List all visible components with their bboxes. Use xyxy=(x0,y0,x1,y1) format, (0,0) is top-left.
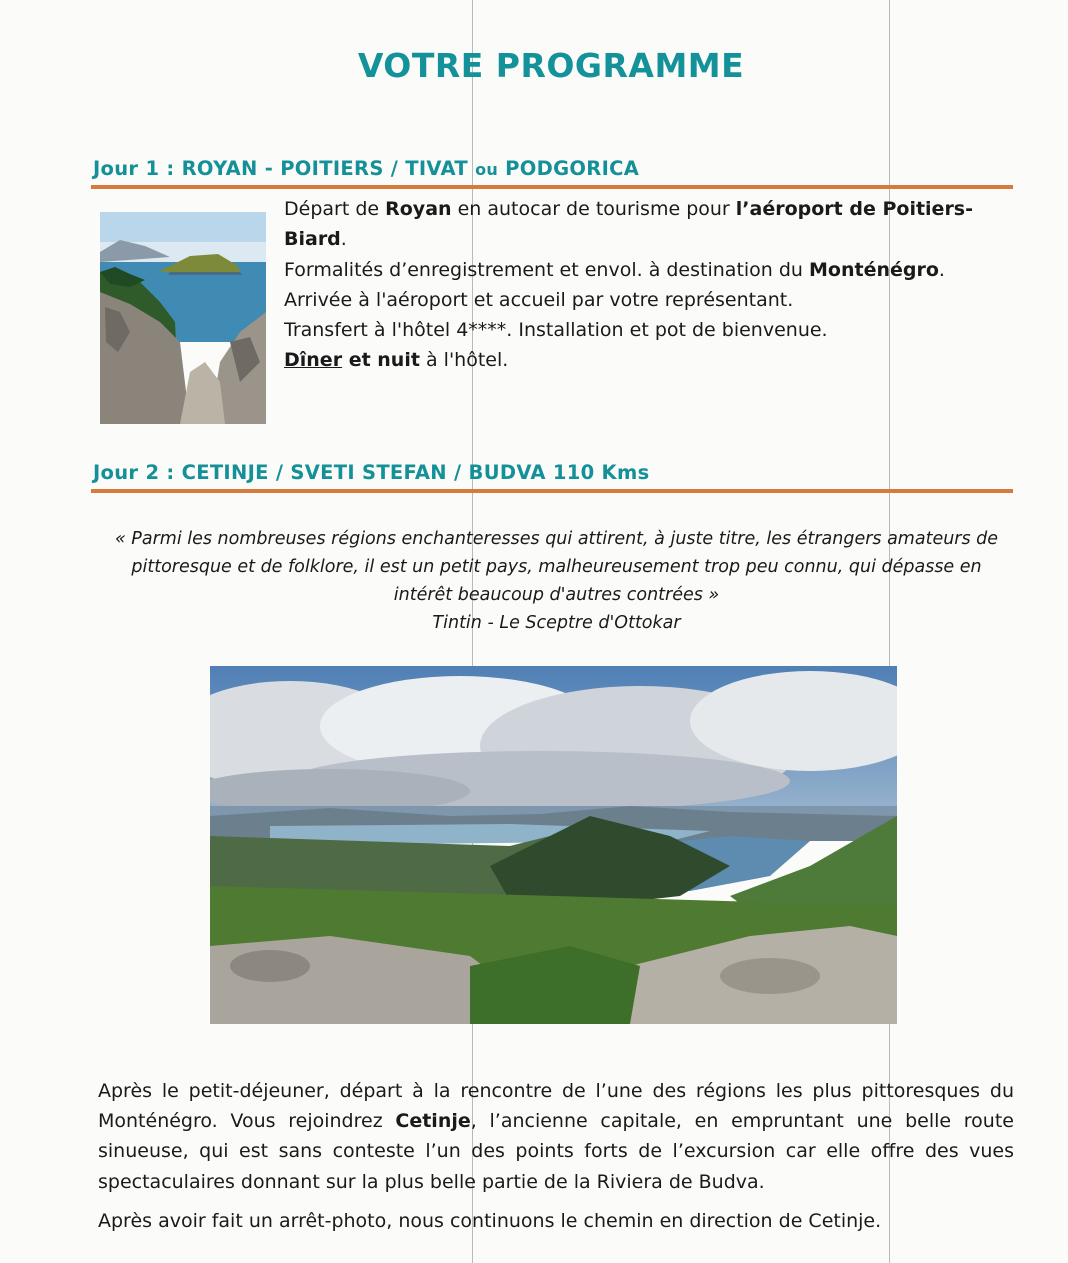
emphasis-royan: Royan xyxy=(385,198,452,220)
day1-line: Transfert à l'hôtel 4****. Installation et pot de bienvenue. xyxy=(284,319,828,342)
kotor-bay-image xyxy=(210,666,897,1024)
text: à l'hôtel. xyxy=(419,349,509,372)
text: Départ de xyxy=(284,198,386,220)
text: Après le petit-déjeuner, départ à la rencontre de l’une des régions les plus pittoresques du Monténégro. Vous rejoindrez xyxy=(98,1080,1014,1133)
text: Formalités d’enregistrement et envol. à destination du xyxy=(284,258,810,281)
section-divider xyxy=(91,489,1013,493)
day1-heading-main: Jour 1 : ROYAN - POITIERS / TIVAT xyxy=(93,157,476,180)
day1-line xyxy=(284,255,1019,285)
page-title: VOTRE PROGRAMME xyxy=(357,46,745,85)
day2-heading: Jour 2 : CETINJE / SVETI STEFAN / BUDVA 110 Kms xyxy=(93,461,650,484)
day2-paragraph xyxy=(98,1076,1014,1197)
emphasis-nuit: et nuit xyxy=(342,349,420,372)
day1-heading-end: PODGORICA xyxy=(498,157,640,180)
day2-photo xyxy=(210,666,897,1024)
emphasis-diner: Dîner xyxy=(284,349,343,372)
day1-line xyxy=(284,194,1019,255)
day1-photo xyxy=(100,212,266,424)
day2-paragraph: Après avoir fait un arrêt-photo, nous continuons le chemin en direction de Cetinje. xyxy=(98,1209,882,1232)
day1-line: Arrivée à l'aéroport et accueil par votre représentant. xyxy=(284,288,794,311)
text: , l’ancienne capitale, en empruntant une belle route sinueuse, qui est sans conteste l’un des points forts de l’excursion car elle offre des vues spectaculaires donnant sur la plus belle partie de la Riviera de Budva. xyxy=(98,1110,1014,1193)
coastal-path-image xyxy=(100,212,266,424)
day1-line xyxy=(284,345,1019,375)
emphasis-montenegro: Monténégro xyxy=(809,258,939,281)
tintin-quote xyxy=(100,525,1013,637)
emphasis-airport: l’aéroport de Poitiers-Biard xyxy=(284,198,974,251)
quote-text: « Parmi les nombreuses régions enchanteresses qui attirent, à juste titre, les étrangers amateurs de pittoresque et de folklore, il est un petit pays, malheureusement trop peu connu, qui dépasse en intérêt beaucoup d'autres contrées » xyxy=(114,529,999,605)
day2-description xyxy=(98,1076,1014,1236)
emphasis-cetinje: Cetinje xyxy=(395,1110,471,1133)
quote-source: Tintin - Le Sceptre d'Ottokar xyxy=(432,613,681,633)
section-divider xyxy=(91,185,1013,189)
day1-description xyxy=(284,194,1019,376)
text: . xyxy=(340,228,347,251)
day1-heading xyxy=(93,157,639,180)
day1-heading-small: ou xyxy=(475,160,499,179)
text: en autocar de tourisme pour xyxy=(451,198,736,220)
text: . xyxy=(938,258,945,281)
